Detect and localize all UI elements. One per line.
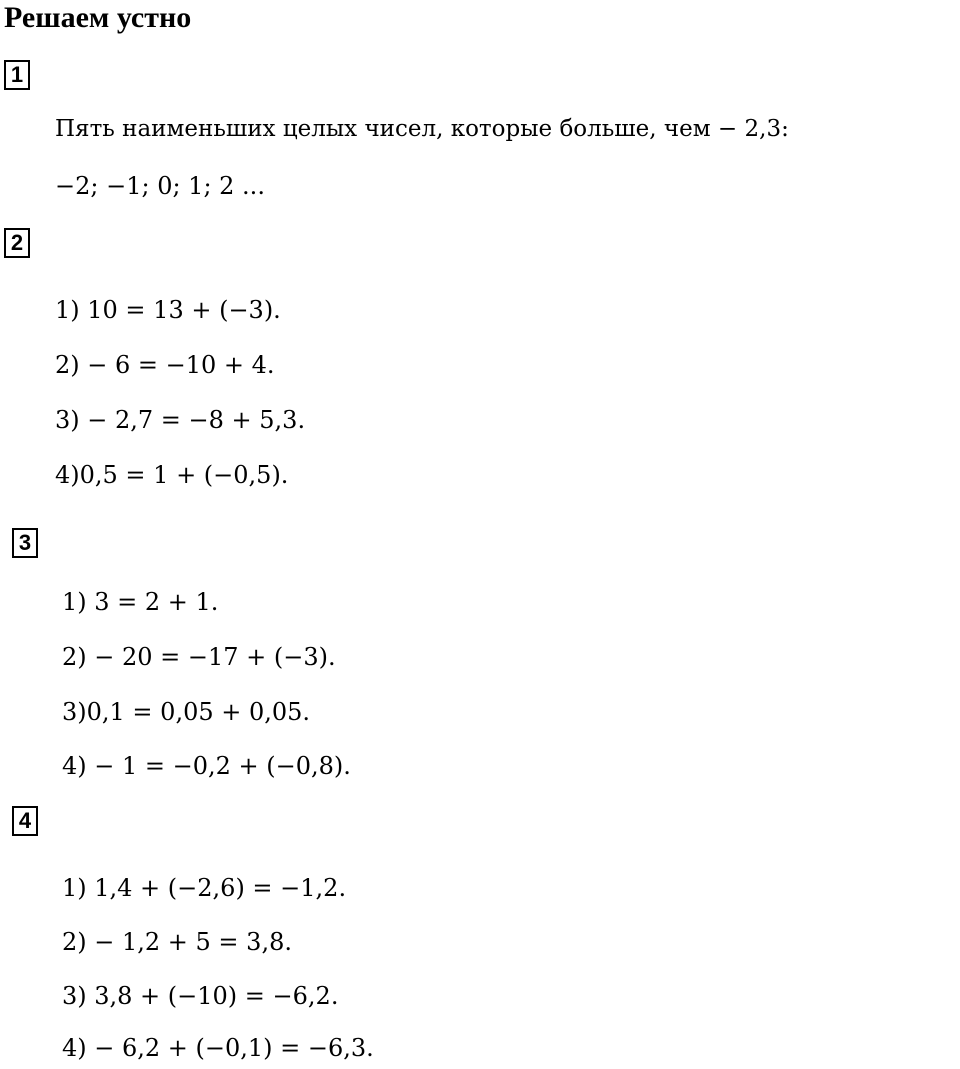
task-3-item: 4) − 1 = −0,2 + (−0,8).	[62, 752, 351, 780]
task-2-item: 1) 10 = 13 + (−3).	[55, 296, 281, 324]
task-3-item: 2) − 20 = −17 + (−3).	[62, 643, 336, 671]
task-4-item: 4) − 6,2 + (−0,1) = −6,3.	[62, 1034, 374, 1062]
task-4-item: 2) − 1,2 + 5 = 3,8.	[62, 928, 292, 956]
task-3-item: 3)0,1 = 0,05 + 0,05.	[62, 698, 311, 726]
task-2-item: 2) − 6 = −10 + 4.	[55, 351, 275, 379]
task-number-box: 2	[4, 228, 30, 258]
task-4-item: 1) 1,4 + (−2,6) = −1,2.	[62, 874, 347, 902]
task-number-box: 4	[12, 806, 38, 836]
task-2-item: 3) − 2,7 = −8 + 5,3.	[55, 406, 306, 434]
task-number-box: 3	[12, 528, 38, 558]
task-number-box: 1	[4, 60, 30, 90]
task-1-statement: Пять наименьших целых чисел, которые больше, чем − 2,3:	[55, 116, 789, 142]
page-title: Решаем устно	[4, 1, 192, 34]
task-2-item: 4)0,5 = 1 + (−0,5).	[55, 461, 289, 489]
task-1-answer: −2; −1; 0; 1; 2 ...	[55, 172, 265, 200]
task-4-item: 3) 3,8 + (−10) = −6,2.	[62, 982, 339, 1010]
task-3-item: 1) 3 = 2 + 1.	[62, 588, 219, 616]
